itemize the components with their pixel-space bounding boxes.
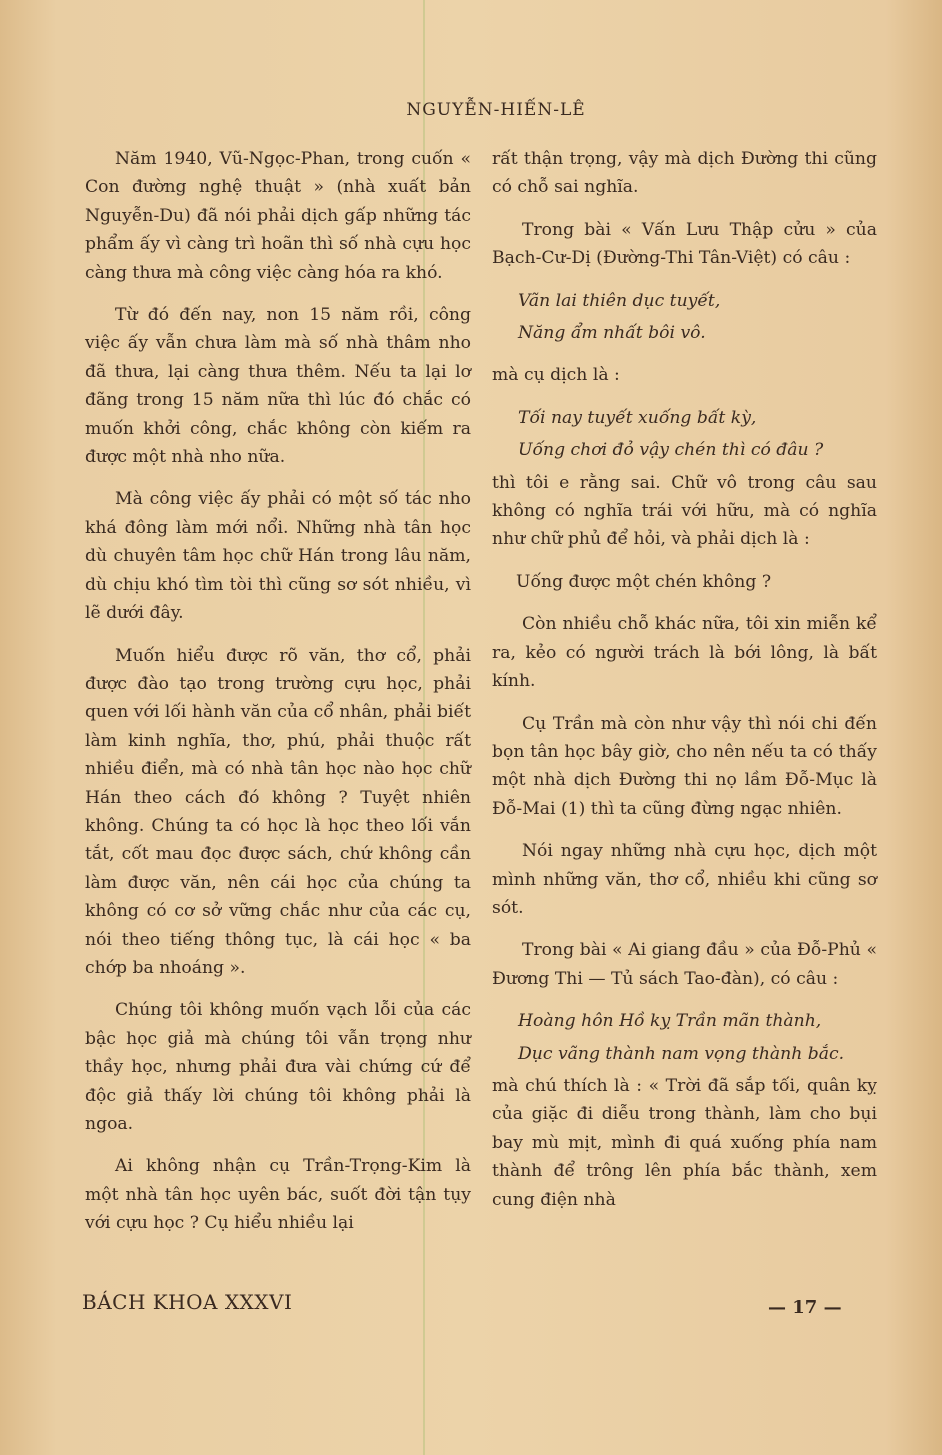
paragraph: Ai không nhận cụ Trần-Trọng-Kim là một nhà tân học uyên bác, suốt đời tận tụy với cựu học ? Cụ hiểu nhiều lại (85, 1156, 471, 1234)
right-column (492, 145, 877, 1228)
paragraph: Còn nhiều chỗ khác nữa, tôi xin miễn kể ra, kẻo có người trách là bới lông, là bất kính. (492, 614, 877, 692)
paragraph: Nói ngay những nhà cựu học, dịch một mình những văn, thơ cổ, nhiều khi cũng sơ sót. (492, 841, 877, 918)
magazine-footer: BÁCH KHOA XXXVI (82, 1290, 293, 1314)
verse-line: Dục vãng thành nam vọng thành bắc. (518, 1043, 845, 1064)
paragraph: mà chú thích là : « Trời đã sắp tối, quân kỵ của giặc đi diễu trong thành, làm cho bụi bay mù mịt, mình đi quá xuống phía nam thành để trông lên phía bắc thành, xem cung điện nhà (492, 1075, 877, 1210)
paragraph: Trong bài « Vấn Lưu Thập cửu » của Bạch-Cư-Dị (Đường-Thi Tân-Việt) có câu : (492, 219, 877, 269)
verse-line: Tối nay tuyết xuống bất kỳ, (518, 407, 757, 428)
quoted-line: Uống được một chén không ? (516, 571, 772, 592)
left-column (85, 145, 471, 1252)
paragraph: Mà công việc ấy phải có một số tác nho khá đông làm mới nổi. Những nhà tân học dù chuyên tâm học chữ Hán trong lâu năm, dù chịu khó tìm tòi thì cũng sơ sót nhiều, vì lẽ dưới đây. (85, 489, 471, 624)
verse-line: Năng ẩm nhất bôi vô. (518, 323, 706, 344)
paragraph: Chúng tôi không muốn vạch lỗi của các bậc học giả mà chúng tôi vẫn trọng như thầy học, nhưng phải đưa vài chứng cứ để độc giả thấy lời chúng tôi không phải là ngoa. (85, 1000, 471, 1134)
paragraph: mà cụ dịch là : (492, 365, 620, 386)
paragraph: Từ đó đến nay, non 15 năm rồi, công việc ấy vẫn chưa làm mà số nhà thâm nho đã thưa, lại càng thưa thêm. Nếu ta lại lơ đãng trong 15 năm nữa thì lúc đó chắc có muốn khởi công, chắc không còn kiếm ra được một nhà nho nữa. (85, 305, 471, 468)
paragraph: rất thận trọng, vậy mà dịch Đường thi cũng có chỗ sai nghĩa. (492, 149, 877, 198)
verse-line: Uống chơi đỏ vậy chén thì có đâu ? (518, 440, 824, 461)
paragraph: Cụ Trần mà còn như vậy thì nói chi đến bọn tân học bây giờ, cho nên nếu ta có thấy một nhà dịch Đường thi nọ lầm Đỗ-Mục là Đỗ-Mai (1) thì ta cũng đừng ngạc nhiên. (492, 713, 877, 819)
verse-line: Vãn lai thiên dục tuyết, (518, 290, 721, 311)
running-head: NGUYỄN-HIẾN-LÊ (406, 100, 586, 120)
paragraph: Muốn hiểu được rõ văn, thơ cổ, phải được đào tạo trong trường cựu học, phải quen với lối hành văn của cổ nhân, phải biết làm kinh nghĩa, thơ, phú, phải thuộc rất nhiều điển, mà có nhà tân học nào học chữ Hán theo cách đó không ? Tuyệt nhiên không. Chúng ta có học là học theo lối vắn tắt, cốt mau đọc được sách, chứ không cần làm được văn, nên cái học của chúng ta không có cơ sở vững chắc như của các cụ, nói theo tiếng thông tục, là cái học « ba chớp ba nhoáng ». (85, 645, 471, 978)
paragraph: thì tôi e rằng sai. Chữ vô trong câu sau không có nghĩa trái với hữu, mà có nghĩa như chữ phủ để hỏi, và phải dịch là : (492, 472, 877, 550)
page-number: — 17 — (768, 1297, 842, 1318)
verse-line: Hoàng hôn Hồ kỵ Trần mãn thành, (518, 1011, 822, 1032)
paragraph: Trong bài « Ai giang đầu » của Đỗ-Phủ « Đương Thi — Tủ sách Tao-đàn), có câu : (492, 940, 877, 989)
paragraph: Năm 1940, Vũ-Ngọc-Phan, trong cuốn « Con đường nghệ thuật » (nhà xuất bản Nguyễn-Du) đã nói phải dịch gấp những tác phẩm ấy vì càng trì hoãn thì số nhà cựu học càng thưa mà công việc càng hóa ra khó. (85, 149, 471, 283)
